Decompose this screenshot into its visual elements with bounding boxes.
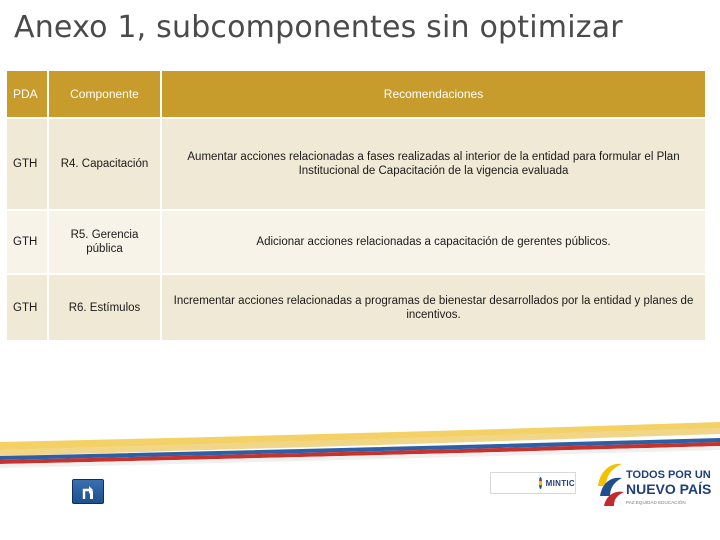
tpn-line1: TODOS POR UN — [626, 469, 711, 481]
cell-recomendaciones: Incrementar acciones relacionadas a programas de bienestar desarrollados por la entidad y planes de incentivos. — [162, 273, 705, 340]
table-row — [7, 117, 705, 209]
mintic-logo-text: MINTIC — [545, 478, 575, 488]
table-header-row — [7, 71, 705, 117]
table-row — [7, 209, 705, 273]
cell-componente: R4. Capacitación — [49, 117, 162, 209]
todos-por-un-nuevo-pais-logo — [596, 456, 716, 514]
cell-pda: GTH — [7, 273, 49, 340]
table-row — [7, 273, 705, 340]
colombia-seal-icon — [539, 477, 542, 489]
header-recomendaciones: Recomendaciones — [162, 71, 705, 117]
slide-title: Anexo 1, subcomponentes sin optimizar — [14, 10, 623, 45]
cell-recomendaciones: Adicionar acciones relacionadas a capacitación de gerentes públicos. — [162, 209, 705, 273]
tpn-tagline: PAZ EQUIDAD EDUCACIÓN — [626, 500, 686, 505]
cell-componente: R6. Estímulos — [49, 273, 162, 340]
header-pda: PDA — [7, 71, 49, 117]
return-arrow-icon — [79, 483, 97, 501]
tpn-line2: NUEVO PAÍS — [626, 481, 712, 497]
cell-componente: R5. Gerencia pública — [49, 209, 162, 273]
cell-pda: GTH — [7, 209, 49, 273]
cell-recomendaciones: Aumentar acciones relacionadas a fases realizadas al interior de la entidad para formular el Plan Institucional de Capacitación de la vigencia evaluada — [162, 117, 705, 209]
recommendations-table — [7, 71, 705, 340]
header-componente: Componente — [49, 71, 162, 117]
return-button[interactable] — [72, 479, 104, 504]
cell-pda: GTH — [7, 117, 49, 209]
mintic-logo — [490, 472, 576, 494]
tpn-flag-mark-icon — [598, 464, 624, 506]
